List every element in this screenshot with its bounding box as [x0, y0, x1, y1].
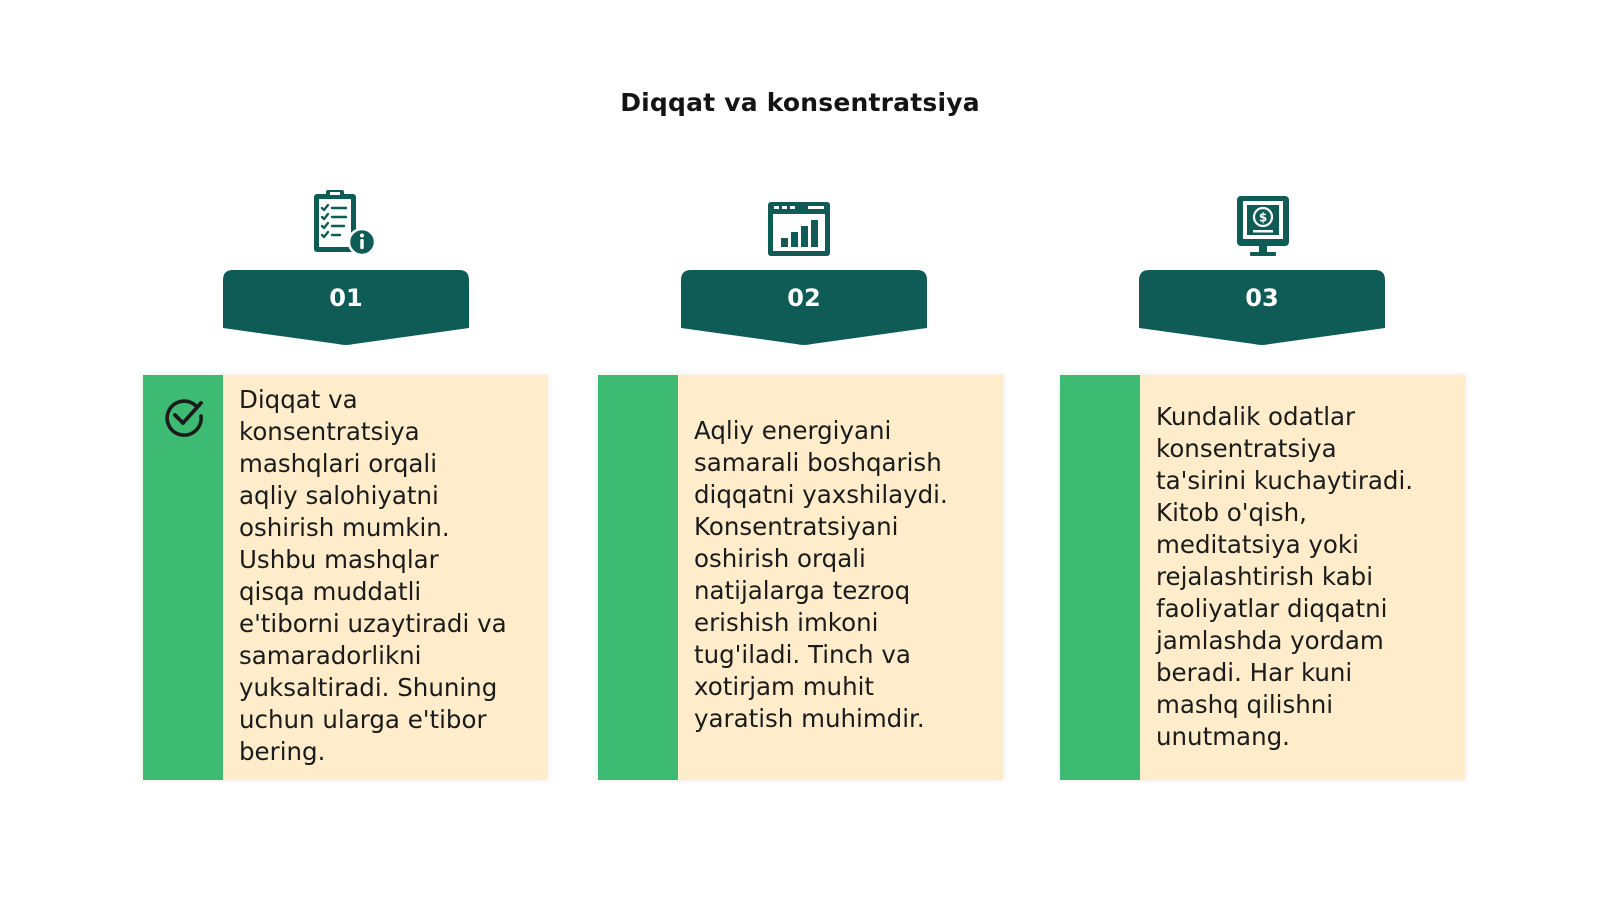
card-accent-stripe [1060, 375, 1140, 780]
card-text: Kundalik odatlar konsentratsiya ta'sirini kuchaytiradi. Kitob o'qish, meditatsiya yoki rejalashtirish kabi faoliyatlar diqqatni jamlashda yordam beradi. Har kuni mashq qilishni unutmang. [1156, 402, 1414, 751]
step-card-2 [598, 375, 1003, 780]
svg-text:$: $ [1258, 210, 1268, 225]
monitor-dollar-icon [1228, 190, 1298, 260]
step-number: 03 [1245, 284, 1279, 312]
step-banner-1 [223, 270, 469, 346]
card-text: Diqqat va konsentratsiya mashqlari orqali aqliy salohiyatni oshirish mumkin. Ushbu mashqlar qisqa muddatli e'tiborni uzaytiradi va samaradorlikni yuksaltiradi. Shuning uchun ularga e'tibor bering. [239, 385, 507, 766]
clipboard-checklist-info-icon [310, 188, 380, 258]
step-banner-2 [681, 270, 927, 346]
step-number: 02 [787, 284, 821, 312]
dashboard-bar-chart-icon [764, 194, 834, 264]
checkmark-circle-icon [161, 393, 207, 439]
step-card-3 [1060, 375, 1465, 780]
step-banner-3 [1139, 270, 1385, 346]
card-text: Aqliy energiyani samarali boshqarish diqqatni yaxshilaydi. Konsentratsiyani oshirish orqali natijalarga tezroq erishish imkoni tug'iladi. Tinch va xotirjam muhit yaratish muhimdir. [694, 416, 948, 733]
step-number: 01 [329, 284, 363, 312]
step-card-1 [143, 375, 548, 780]
page-title: Diqqat va konsentratsiya [620, 88, 980, 117]
card-accent-stripe [598, 375, 678, 780]
